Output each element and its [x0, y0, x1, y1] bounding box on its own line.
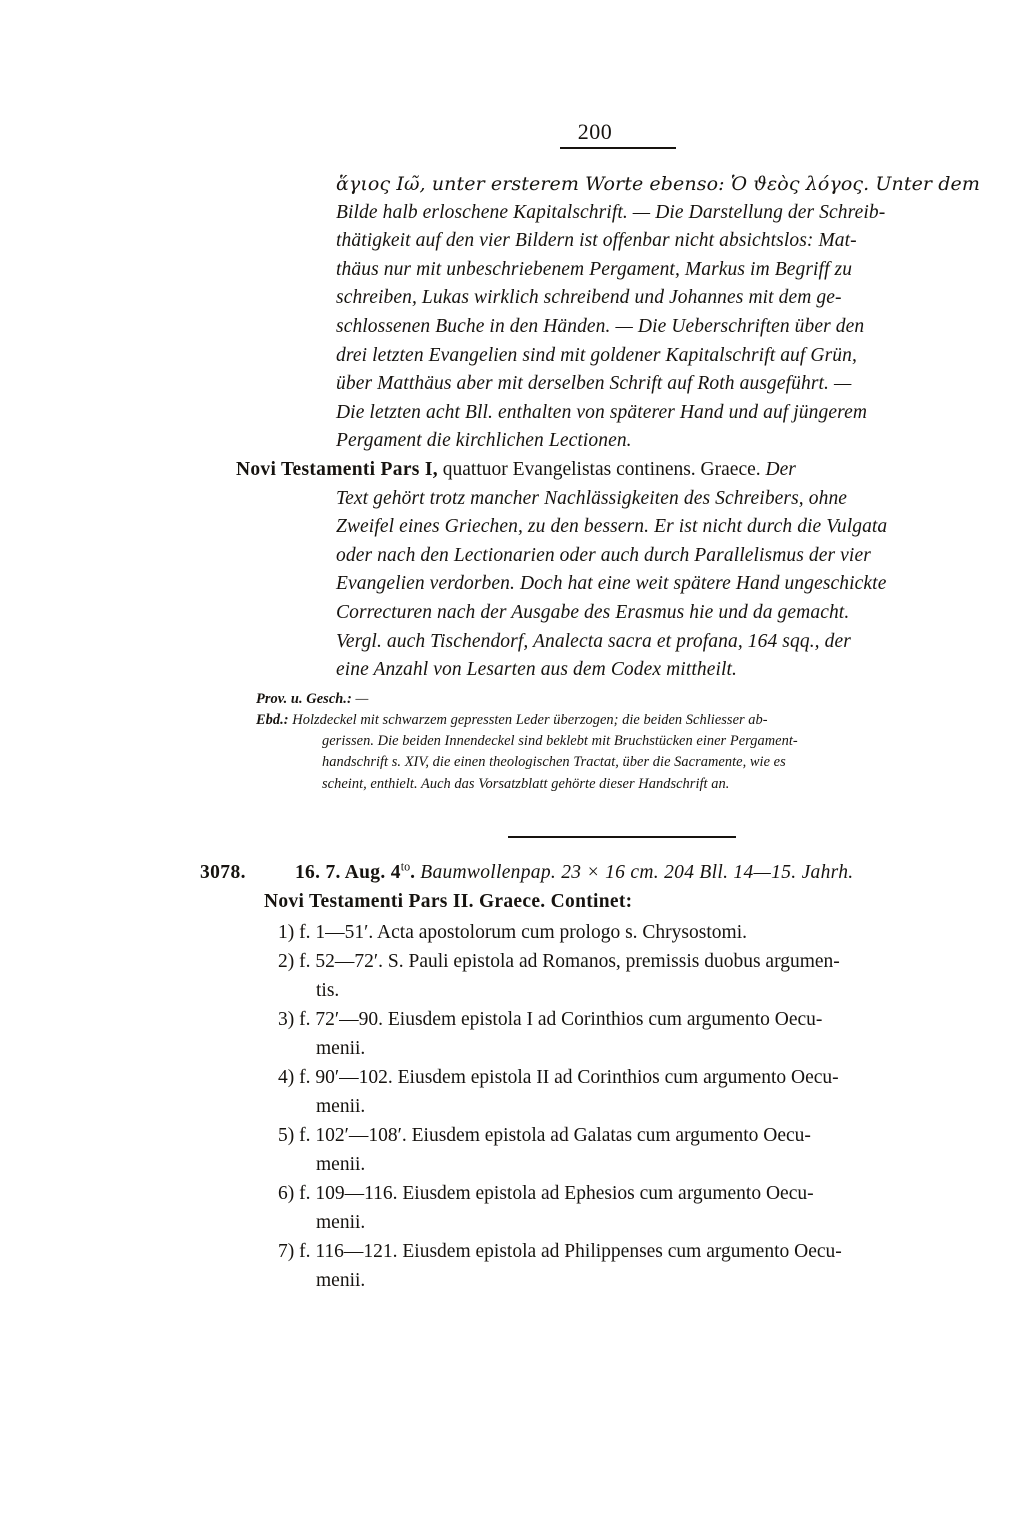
list-item-line: 2) f. 52—72′. S. Pauli epistola ad Romanos, premissis duobus argumen- [278, 951, 840, 972]
paragraph-line: schlossenen Buche in den Händen. — Die Ueberschriften über den [336, 315, 865, 337]
list-item-line: menii. [316, 1038, 366, 1059]
provenance-label: Prov. u. Gesch.: [256, 690, 352, 707]
binding-line: handschrift s. XIV, die einen theologischen Tractat, über die Sacramente, wie es [322, 754, 786, 771]
entry-shelfmark-dot: . [410, 862, 416, 883]
entry-number-line [200, 858, 990, 887]
paragraph-line: thätigkeit auf den vier Bildern ist offenbar nicht absichtslos: Mat- [336, 230, 857, 252]
list-item [278, 1179, 990, 1237]
page-header [505, 120, 685, 149]
entry-title: Novi Testamenti Pars I, [236, 458, 438, 480]
paragraph-line: Zweifel eines Griechen, zu den bessern. Er ist nicht durch die Vulgata [336, 516, 888, 538]
paragraph-line: Correcturen nach der Ausgabe des Erasmus hie und da gemacht. [336, 601, 850, 623]
provenance-value: — [351, 690, 369, 707]
paragraph-line: eine Anzahl von Lesarten aus dem Codex mittheilt. [336, 659, 737, 681]
binding-line: gerissen. Die beiden Innendeckel sind beklebt mit Bruchstücken einer Pergament- [322, 733, 798, 750]
catalog-entry-3078 [200, 858, 990, 916]
list-item-line: 4) f. 90′—102. Eiusdem epistola II ad Corinthios cum argumento Oecu- [278, 1067, 839, 1088]
provenance-line [256, 689, 984, 710]
paragraph-line: Die letzten acht Bll. enthalten von späterer Hand und auf jüngerem [336, 401, 868, 423]
binding-line: scheint, enthielt. Auch das Vorsatzblatt gehörte dieser Handschrift an. [322, 775, 730, 792]
paragraph-line: Evangelien verdorben. Doch hat eine weit spätere Hand ungeschickte [336, 573, 887, 595]
list-item-line: 5) f. 102′—108′. Eiusdem epistola ad Galatas cum argumento Oecu- [278, 1125, 811, 1146]
list-item-line: 6) f. 109—116. Eiusdem epistola ad Ephesios cum argumento Oecu- [278, 1183, 814, 1204]
entry-heading-line [236, 456, 984, 485]
entry-number: 3078. [200, 862, 246, 883]
list-item-line: menii. [316, 1212, 366, 1233]
entry-subtitle: quattuor Evangelistas continens. Graece. [437, 458, 766, 480]
paragraph-line: ἅγιος Ιω̃, unter ersterem Worte ebenso: Ὁ ϑεὸς λόγος. Unter dem [336, 173, 980, 195]
binding-line [256, 710, 984, 731]
entry-heading-block [236, 456, 984, 685]
page-number: 200 [577, 119, 613, 144]
contents-list [278, 918, 990, 1295]
list-item [278, 1005, 990, 1063]
list-item [278, 947, 990, 1005]
entry-note-start: Der [765, 458, 796, 480]
list-item-line: 1) f. 1—51′. Acta apostolorum cum prologo s. Chrysostomi. [278, 922, 747, 943]
paragraph-line: Bilde halb erloschene Kapitalschrift. — Die Darstellung der Schreib- [336, 201, 886, 223]
paragraph-line: drei letzten Evangelien sind mit goldener Kapitalschrift auf Grün, [336, 344, 857, 366]
entry-physical-description: Baumwollenpap. 23 × 16 cm. 204 Bll. 14—15. Jahrh. [420, 862, 854, 883]
list-item-line: menii. [316, 1096, 366, 1117]
paragraph-line: thäus nur mit unbeschriebenem Pergament, Markus im Begriff zu [336, 258, 853, 280]
ordinal-superscript: to [400, 859, 411, 874]
list-item-line: tis. [316, 980, 340, 1001]
list-item [278, 1121, 990, 1179]
entry-note-body [236, 485, 984, 685]
paragraph-line: schreiben, Lukas wirklich schreibend und Johannes mit dem ge- [336, 287, 842, 309]
list-item [278, 1063, 990, 1121]
fineprint-block [236, 689, 984, 795]
entry-shelfmark: 16. 7. Aug. 4 [295, 862, 401, 883]
list-item-line: 7) f. 116—121. Eiusdem epistola ad Philippenses cum argumento Oecu- [278, 1241, 842, 1262]
binding-value: Holzdeckel mit schwarzem gepressten Leder überzogen; die beiden Schliesser ab- [288, 711, 768, 728]
section-divider [508, 836, 736, 838]
entry-title-3078: Novi Testamenti Pars II. Graece. Continet: [264, 891, 633, 912]
paragraph-continuation [236, 170, 984, 456]
header-rule [560, 147, 676, 149]
paragraph-line: oder nach den Lectionarien oder auch durch Parallelismus der vier [336, 544, 871, 566]
list-item [278, 1237, 990, 1295]
binding-label: Ebd.: [256, 711, 289, 728]
list-item-line: menii. [316, 1154, 366, 1175]
main-text-column [236, 170, 984, 795]
paragraph-line: Vergl. auch Tischendorf, Analecta sacra et profana, 164 sqq., der [336, 630, 851, 652]
paragraph-line: über Matthäus aber mit derselben Schrift auf Roth ausgeführt. — [336, 373, 852, 395]
paragraph-line: Text gehört trotz mancher Nachlässigkeiten des Schreibers, ohne [336, 487, 848, 509]
list-item-line: menii. [316, 1270, 366, 1291]
paragraph-line: Pergament die kirchlichen Lectionen. [336, 430, 632, 452]
list-item-line: 3) f. 72′—90. Eiusdem epistola I ad Corinthios cum argumento Oecu- [278, 1009, 823, 1030]
list-item [278, 918, 990, 947]
